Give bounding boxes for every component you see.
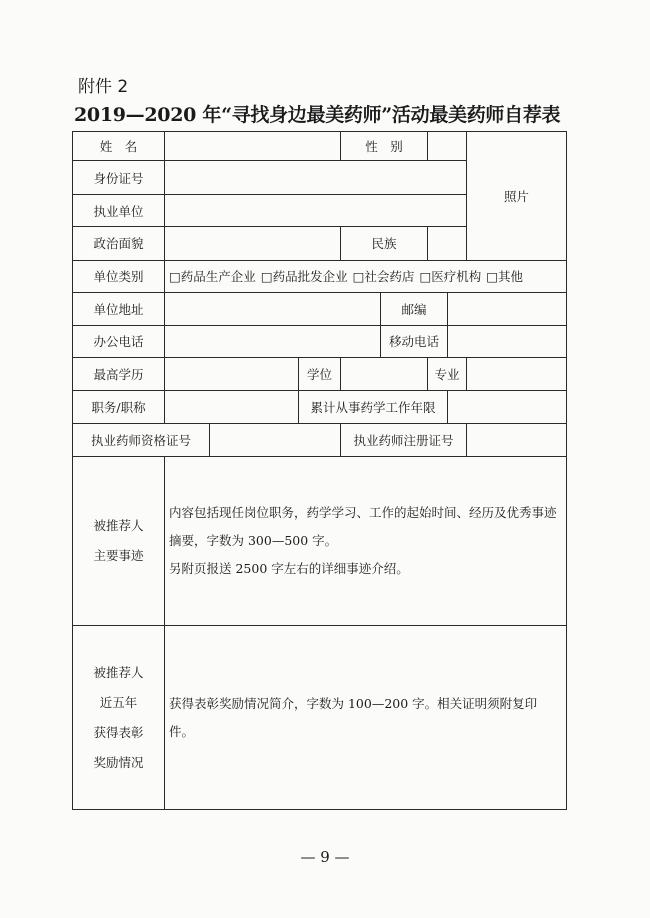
form-title: 2019—2020 年“寻找身边最美药师”活动最美药师自荐表: [74, 104, 561, 126]
main-deeds-label-line-1: 被推荐人: [93, 518, 144, 534]
main-deeds-label-line-2: 主要事迹: [93, 548, 144, 564]
awards-field[interactable]: [165, 626, 567, 810]
education-label: 最高学历: [73, 357, 165, 390]
gender-field[interactable]: [428, 132, 467, 161]
postcode-label: 邮编: [381, 293, 448, 325]
awards-label-line-1: 被推荐人: [93, 664, 144, 680]
main-deeds-instruction: 内容包括现任岗位职务，药学学习、工作的起始时间、经历及优秀事迹摘要，字数为 300—500 字。: [169, 505, 557, 549]
employer-field[interactable]: [165, 194, 467, 226]
awards-label: [73, 626, 165, 810]
education-field[interactable]: [165, 357, 299, 390]
unit-address-field[interactable]: [165, 293, 381, 325]
registration-number-field[interactable]: [467, 423, 567, 456]
attachment-label: 附件 2: [78, 77, 129, 97]
unit-type-checkbox-wholesaler[interactable]: □药品批发企业: [260, 269, 348, 285]
position-title-label: 职务/职称: [73, 391, 165, 423]
office-phone-field[interactable]: [165, 325, 381, 357]
unit-type-checkbox-pharmacy[interactable]: □社会药店: [352, 269, 415, 285]
unit-type-checkbox-medical-institution[interactable]: □医疗机构: [419, 269, 482, 285]
unit-type-checkbox-manufacturer[interactable]: □药品生产企业: [169, 269, 256, 285]
recommendation-form-table: [72, 131, 567, 810]
photo-cell[interactable]: 照片: [467, 132, 567, 261]
name-label: 姓 名: [73, 132, 165, 161]
political-status-field[interactable]: [165, 227, 341, 260]
postcode-field[interactable]: [448, 293, 567, 325]
mobile-phone-field[interactable]: [448, 325, 567, 357]
unit-type-options: [165, 260, 567, 292]
awards-label-line-4: 奖励情况: [93, 754, 144, 770]
major-field[interactable]: [467, 357, 567, 390]
page-number: — 9 —: [300, 848, 350, 866]
license-number-label: 执业药师资格证号: [73, 423, 210, 456]
main-deeds-attachment-note: 另附页报送 2500 字左右的详细事迹介绍。: [169, 561, 409, 577]
awards-label-line-2: 近五年: [99, 694, 138, 710]
political-status-label: 政治面貌: [73, 227, 165, 260]
awards-label-line-3: 获得表彰: [93, 724, 144, 740]
license-number-field[interactable]: [210, 423, 341, 456]
name-field[interactable]: [165, 132, 341, 161]
degree-field[interactable]: [341, 357, 428, 390]
position-title-field[interactable]: [165, 391, 299, 423]
major-label: 专业: [428, 357, 467, 390]
office-phone-label: 办公电话: [73, 325, 165, 357]
main-deeds-field[interactable]: [165, 457, 567, 626]
pharmacy-years-field[interactable]: [448, 391, 567, 423]
id-number-field[interactable]: [165, 161, 467, 194]
pharmacy-years-label: 累计从事药学工作年限: [299, 391, 448, 423]
employer-label: 执业单位: [73, 194, 165, 226]
gender-label: 性 别: [341, 132, 428, 161]
registration-number-label: 执业药师注册证号: [341, 423, 467, 456]
unit-type-checkbox-other[interactable]: □其他: [486, 269, 524, 285]
unit-address-label: 单位地址: [73, 293, 165, 325]
main-deeds-label: [73, 457, 165, 626]
id-number-label: 身份证号: [73, 161, 165, 194]
ethnicity-label: 民族: [341, 227, 428, 260]
mobile-phone-label: 移动电话: [381, 325, 448, 357]
ethnicity-field[interactable]: [428, 227, 467, 260]
unit-type-label: 单位类别: [73, 260, 165, 292]
awards-instruction: 获得表彰奖励情况简介，字数为 100—200 字。相关证明须附复印件。: [169, 695, 538, 739]
degree-label: 学位: [299, 357, 341, 390]
